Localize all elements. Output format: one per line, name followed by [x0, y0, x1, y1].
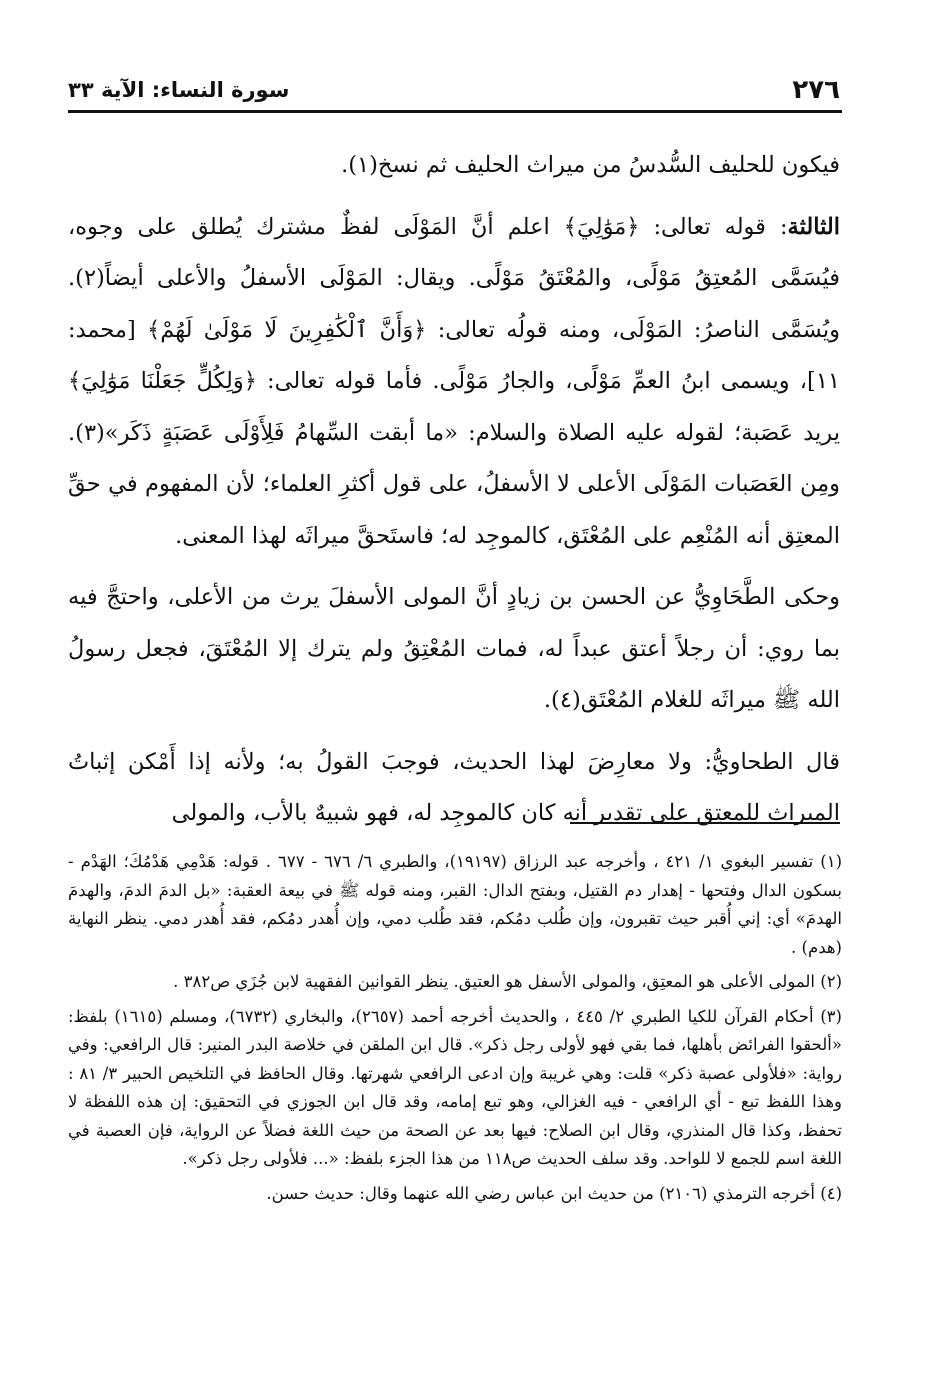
- footnote-text: تفسير البغوي ١/ ٤٢١ ، وأخرجه عبد الرزاق (١٩١٩٧)، والطبري ٦/ ٦٧٦ - ٦٧٧ . قوله: هَدْمِي هَدْمُكَ؛ الهَدْم - بسكون الدال وفتحها - إهدار دم القتيل، وبفتح الدال: القبر، ومنه قوله ﷺ في بيعة العقبة: «بل الدمَ الدمَ، والهدمَ الهدمَ» أي: إني أُقبر حيث تقبرون، وإن طُلب دمُكم، فقد طُلب دمي، وإن أُهدر دمُكم، فقد أُهدر دمي. ينظر النهاية (هدم) .: [68, 852, 842, 957]
- section-label: الثالثة: [787, 213, 840, 240]
- footnote-4: [68, 1180, 842, 1209]
- page-number: ٢٧٦: [792, 75, 840, 105]
- footnote-separator: [570, 822, 840, 824]
- footnote-text: أحكام القرآن للكيا الطبري ٢/ ٤٤٥ ، والحديث أخرجه أحمد (٢٦٥٧)، والبخاري (٦٧٣٢)، ومسلم (١٦١٥) بلفظ: «ألحقوا الفرائض بأهلها، فما بقي فهو لأولى رجل ذكر». قال ابن الملقن في خلاصة البدر المنير: قال الرافعي: وفي رواية: «فلأولى عصبة ذكر» قلت: وهي غريبة وإن ادعى الرافعي شهرتها. وقال الحافظ في التلخيص الحبير ٣/ ٨١ : وهذا اللفظ تبع - أي الرافعي - فيه الغزالي، وهو تبع إمامه، وقد قال ابن الجوزي في التحقيق: إن هذه اللفظة لا تحفظ، وكذا قال المنذري، وقال ابن الصلاح: فيها بعد عن الصحة من حيث اللغة فضلاً عن الرواية، فإن العصبة في اللغة اسم للجمع لا للواحد. وقد سلف الحديث ص١١٨ من هذا الجزء بلفظ: «... فلأولى رجل ذكر».: [68, 1006, 842, 1168]
- paragraph-4: قال الطحاويُّ: ولا معارِضَ لهذا الحديث، فوجبَ القولُ به؛ ولأنه إذا أَمْكن إثباتُ الميراث للمعتِق على تقدير أنه كان كالموجِد له، فهو شبيهٌ بالأب، والمولى: [68, 748, 840, 826]
- footnote-2: [68, 968, 842, 997]
- footnotes: [68, 848, 842, 1214]
- paragraph-2: [68, 202, 840, 563]
- footnote-3: [68, 1003, 842, 1174]
- footnote-number: (٢): [820, 972, 842, 991]
- footnote-number: (١): [820, 852, 843, 871]
- paragraph-1: فيكون للحليف السُّدسُ من ميراث الحليف ثم نسخ(١).: [341, 152, 840, 178]
- footnote-text: المولى الأعلى هو المعتِق، والمولى الأسفل هو العتيق. ينظر القوانين الفقهية لابن جُزَي ص٣٨٢ .: [173, 972, 815, 991]
- footnote-number: (٣): [820, 1006, 842, 1026]
- running-head: [68, 70, 840, 110]
- surah-reference: سورة النساء: الآية ٣٣: [68, 78, 290, 102]
- paragraph-2-text: : قوله تعالى: ﴿مَوَٰلِيَ﴾ اعلم أنَّ المَوْلَى لفظٌ مشترك يُطلق على وجوه، فيُسَمَّى المُعتِقُ مَوْلًى، والمُعْتَقُ مَوْلًى. ويقال: المَوْلَى الأسفلُ والأعلى أيضاً(٢). ويُسَمَّى الناصرُ: المَوْلَى، ومنه قولُه تعالى: ﴿وَأَنَّ ٱلْكَٰفِرِينَ لَا مَوْلَىٰ لَهُمْ﴾ [محمد: ١١]، ويسمى ابنُ العمِّ مَوْلًى، والجارُ مَوْلًى. فأما قوله تعالى: ﴿وَلِكُلٍّ جَعَلْنَا مَوَٰلِيَ﴾ يريد عَصَبة؛ لقوله عليه الصلاة والسلام: «ما أبقت السِّهامُ فَلِأَوْلَى عَصَبَةٍ ذَكَر»(٣). ومِن العَصَبات المَوْلَى الأعلى لا الأسفلُ، على قول أكثرِ العلماء؛ لأن المفهوم في حقِّ المعتِق أنه المُنْعِم على المُعْتَق، كالموجِد له؛ فاستَحقَّ ميراثَه لهذا المعنى.: [68, 213, 840, 549]
- main-text: [68, 140, 840, 850]
- footnote-1: [68, 848, 842, 962]
- paragraph-3: وحكى الطَّحَاوِيُّ عن الحسن بن زيادٍ أنَّ المولى الأسفلَ يرث من الأعلى، واحتجَّ فيه بما روي: أن رجلاً أعتق عبداً له، فمات المُعْتِقُ ولم يترك إلا المُعْتَقَ، فجعل رسولُ الله ﷺ ميراثَه للغلام المُعْتَق(٤).: [68, 584, 840, 713]
- footnote-number: (٤): [820, 1183, 842, 1203]
- footnote-text: أخرجه الترمذي (٢١٠٦) من حديث ابن عباس رضي الله عنهما وقال: حديث حسن.: [266, 1183, 815, 1203]
- header-rule: [68, 110, 842, 113]
